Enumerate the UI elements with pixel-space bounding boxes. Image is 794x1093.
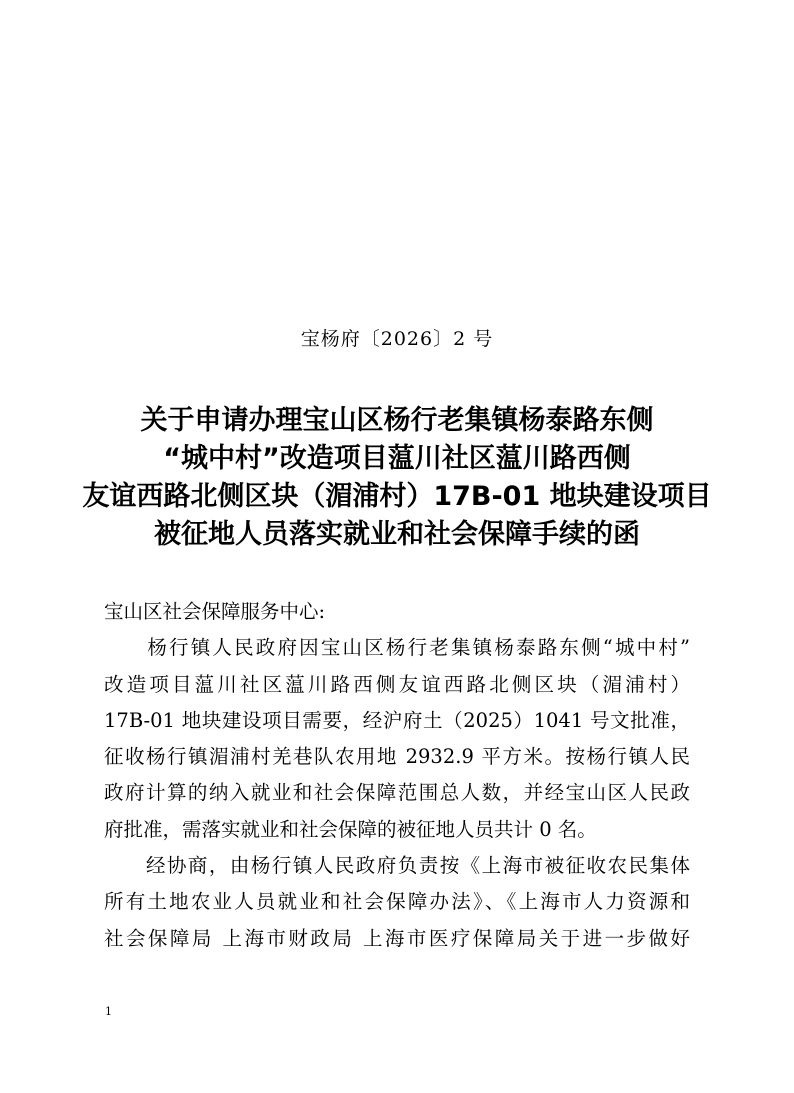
- document-title: [60, 402, 734, 554]
- document-number: 宝杨府〔2026〕2 号: [300, 328, 494, 350]
- title-line: 被征地人员落实就业和社会保障手续的函: [154, 519, 640, 550]
- title-line: 关于申请办理宝山区杨行老集镇杨泰路东侧: [140, 405, 654, 436]
- body-line: 社会保障局 上海市财政局 上海市医疗保障局关于进一步做好: [104, 926, 690, 950]
- body-line: 所有土地农业人员就业和社会保障办法》、《上海市人力资源和: [104, 890, 690, 914]
- body-line: 杨行镇人民政府因宝山区杨行老集镇杨泰路东侧“城中村”: [104, 636, 690, 660]
- title-line: 友谊西路北侧区块（湄浦村）17B-01 地块建设项目: [82, 481, 712, 512]
- addressee: 宝山区社会保障服务中心:: [104, 600, 326, 623]
- body-line: 改造项目蕰川社区蕰川路西侧友谊西路北侧区块（湄浦村）: [104, 672, 690, 696]
- body-line: 17B-01 地块建设项目需要，经沪府土（2025）1041 号文批准，: [104, 708, 690, 732]
- body-line: 经协商，由杨行镇人民政府负责按《上海市被征收农民集体: [104, 854, 690, 878]
- body-line: 府批准，需落实就业和社会保障的被征地人员共计 0 名。: [104, 817, 597, 841]
- body-line: 政府计算的纳入就业和社会保障范围总人数，并经宝山区人民政: [104, 781, 690, 805]
- page-number: 1: [105, 1005, 112, 1018]
- document-body: [104, 594, 690, 957]
- body-line: 征收杨行镇湄浦村羌巷队农用地 2932.9 平方米。按杨行镇人民: [104, 745, 690, 769]
- title-line: “城中村”改造项目蕰川社区蕰川路西侧: [163, 443, 631, 474]
